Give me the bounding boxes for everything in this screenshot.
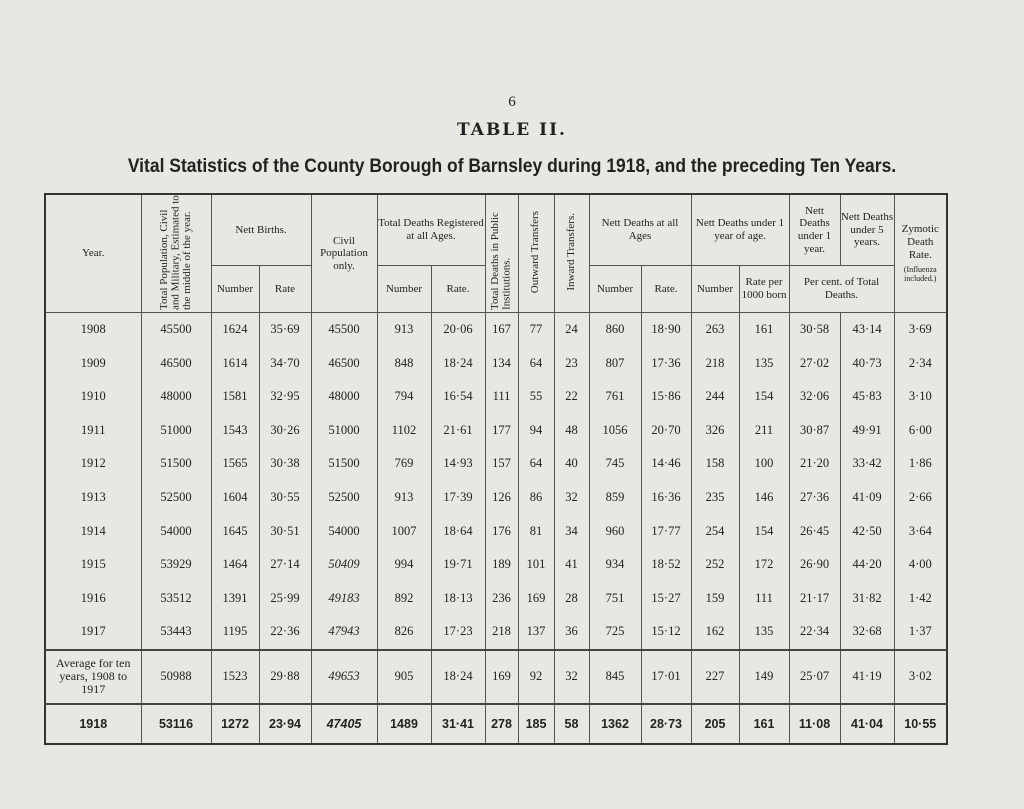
cell-civil: 45500 [311, 313, 377, 347]
cell-outward: 101 [518, 548, 554, 582]
cell-inward: 48 [554, 414, 589, 448]
page-number: 6 [508, 94, 516, 110]
cell-year: 1909 [45, 347, 141, 381]
cell-year: 1912 [45, 447, 141, 481]
cell-pc1: 21·17 [789, 581, 840, 615]
cell-nett-rate: 18·52 [641, 548, 691, 582]
table-row [45, 548, 947, 582]
cell-pc5: 33·42 [840, 447, 894, 481]
header-deaths-rate: Rate. [431, 266, 485, 313]
cell-nett-num: 845 [589, 650, 641, 705]
cell-inf-rate: 161 [739, 704, 789, 744]
cell-nett-num: 751 [589, 581, 641, 615]
cell-inf-num: 205 [691, 704, 739, 744]
cell-nett-rate: 15·12 [641, 615, 691, 650]
cell-births-rate: 32·95 [259, 380, 311, 414]
cell-civil: 47405 [311, 704, 377, 744]
header-deaths-public-institutions: Total Deaths in Public Institutions. [485, 194, 518, 313]
cell-year: 1918 [45, 704, 141, 744]
cell-nett-num: 761 [589, 380, 641, 414]
cell-public: 218 [485, 615, 518, 650]
header-births-number: Number [211, 266, 259, 313]
cell-year: 1911 [45, 414, 141, 448]
cell-zym: 10·55 [894, 704, 947, 744]
cell-nett-rate: 28·73 [641, 704, 691, 744]
cell-public: 189 [485, 548, 518, 582]
page-title: Vital Statistics of the County Borough of Barnsley during 1918, and the preceding Ten Years. [127, 156, 897, 177]
cell-year: 1914 [45, 514, 141, 548]
cell-year: 1908 [45, 313, 141, 347]
header-outward-transfers: Outward Transfers [518, 194, 554, 313]
cell-pop: 52500 [141, 481, 211, 515]
cell-nett-num: 960 [589, 514, 641, 548]
cell-zym: 1·42 [894, 581, 947, 615]
cell-pop: 48000 [141, 380, 211, 414]
cell-deaths-num: 905 [377, 650, 431, 705]
cell-zym: 1·86 [894, 447, 947, 481]
cell-inward: 23 [554, 347, 589, 381]
cell-inf-rate: 149 [739, 650, 789, 705]
cell-deaths-rate: 18·24 [431, 347, 485, 381]
cell-deaths-rate: 18·24 [431, 650, 485, 705]
cell-pop: 53929 [141, 548, 211, 582]
cell-zym: 3·02 [894, 650, 947, 705]
cell-nett-rate: 17·77 [641, 514, 691, 548]
cell-inf-rate: 172 [739, 548, 789, 582]
cell-deaths-num: 1007 [377, 514, 431, 548]
cell-label: Average for ten years, 1908 to 1917 [45, 650, 141, 705]
cell-nett-num: 725 [589, 615, 641, 650]
cell-nett-rate: 14·46 [641, 447, 691, 481]
cell-births-rate: 30·38 [259, 447, 311, 481]
table-row [45, 414, 947, 448]
cell-deaths-rate: 14·93 [431, 447, 485, 481]
cell-inf-num: 159 [691, 581, 739, 615]
cell-inf-num: 227 [691, 650, 739, 705]
cell-births-num: 1581 [211, 380, 259, 414]
cell-births-rate: 30·26 [259, 414, 311, 448]
cell-nett-num: 934 [589, 548, 641, 582]
cell-pc1: 32·06 [789, 380, 840, 414]
vital-statistics-table [44, 193, 948, 745]
header-infant-number: Number [691, 266, 739, 313]
cell-births-num: 1391 [211, 581, 259, 615]
cell-outward: 64 [518, 447, 554, 481]
table-row [45, 380, 947, 414]
cell-inf-rate: 154 [739, 514, 789, 548]
cell-deaths-rate: 21·61 [431, 414, 485, 448]
cell-inward: 40 [554, 447, 589, 481]
cell-pc1: 11·08 [789, 704, 840, 744]
cell-deaths-rate: 20·06 [431, 313, 485, 347]
cell-year: 1915 [45, 548, 141, 582]
cell-inward: 36 [554, 615, 589, 650]
cell-pop: 54000 [141, 514, 211, 548]
cell-public: 111 [485, 380, 518, 414]
cell-deaths-num: 913 [377, 313, 431, 347]
cell-nett-num: 1362 [589, 704, 641, 744]
table-body [45, 313, 947, 745]
cell-births-num: 1523 [211, 650, 259, 705]
cell-inward: 41 [554, 548, 589, 582]
header-zymotic-note: (Influenza included.) [903, 265, 937, 284]
cell-nett-rate: 15·86 [641, 380, 691, 414]
cell-inf-rate: 161 [739, 313, 789, 347]
cell-nett-num: 860 [589, 313, 641, 347]
cell-pc1: 30·87 [789, 414, 840, 448]
cell-births-rate: 30·55 [259, 481, 311, 515]
cell-zym: 2·34 [894, 347, 947, 381]
cell-deaths-rate: 19·71 [431, 548, 485, 582]
header-births-rate: Rate [259, 266, 311, 313]
cell-outward: 169 [518, 581, 554, 615]
cell-nett-rate: 18·90 [641, 313, 691, 347]
cell-outward: 92 [518, 650, 554, 705]
table-row [45, 581, 947, 615]
table-row [45, 650, 947, 705]
cell-births-num: 1195 [211, 615, 259, 650]
table-row [45, 347, 947, 381]
cell-public: 169 [485, 650, 518, 705]
cell-public: 236 [485, 581, 518, 615]
cell-deaths-num: 769 [377, 447, 431, 481]
cell-year: 1913 [45, 481, 141, 515]
cell-pc1: 27·02 [789, 347, 840, 381]
cell-deaths-num: 913 [377, 481, 431, 515]
cell-civil: 46500 [311, 347, 377, 381]
table-row [45, 615, 947, 650]
cell-civil: 49183 [311, 581, 377, 615]
cell-nett-num: 807 [589, 347, 641, 381]
cell-deaths-num: 994 [377, 548, 431, 582]
header-nett-births: Nett Births. [211, 194, 311, 266]
cell-births-num: 1624 [211, 313, 259, 347]
cell-zym: 2·66 [894, 481, 947, 515]
header-nett-rate: Rate. [641, 266, 691, 313]
header-total-deaths: Total Deaths Registered at all Ages. [377, 194, 485, 266]
cell-pop: 45500 [141, 313, 211, 347]
cell-pc5: 49·91 [840, 414, 894, 448]
header-zymotic: Zymotic Death Rate. (Influenza included.) [894, 194, 947, 313]
cell-pc5: 42·50 [840, 514, 894, 548]
cell-births-rate: 25·99 [259, 581, 311, 615]
cell-births-rate: 22·36 [259, 615, 311, 650]
cell-deaths-rate: 18·64 [431, 514, 485, 548]
cell-zym: 3·69 [894, 313, 947, 347]
cell-civil: 48000 [311, 380, 377, 414]
cell-births-rate: 23·94 [259, 704, 311, 744]
cell-civil: 51000 [311, 414, 377, 448]
table-row [45, 447, 947, 481]
cell-civil: 52500 [311, 481, 377, 515]
cell-inward: 32 [554, 481, 589, 515]
cell-inf-num: 244 [691, 380, 739, 414]
cell-inf-rate: 154 [739, 380, 789, 414]
cell-inf-rate: 135 [739, 615, 789, 650]
cell-inf-rate: 100 [739, 447, 789, 481]
header-nett-deaths-all-ages: Nett Deaths at all Ages [589, 194, 691, 266]
header-infant-rate: Rate per 1000 born [739, 266, 789, 313]
cell-deaths-rate: 16·54 [431, 380, 485, 414]
cell-pop: 46500 [141, 347, 211, 381]
cell-public: 134 [485, 347, 518, 381]
cell-pc1: 22·34 [789, 615, 840, 650]
cell-outward: 94 [518, 414, 554, 448]
cell-zym: 4·00 [894, 548, 947, 582]
cell-pc1: 25·07 [789, 650, 840, 705]
cell-outward: 64 [518, 347, 554, 381]
cell-nett-num: 745 [589, 447, 641, 481]
header-year: Year. [45, 194, 141, 313]
table-row [45, 704, 947, 744]
cell-civil: 50409 [311, 548, 377, 582]
cell-births-rate: 35·69 [259, 313, 311, 347]
cell-pc5: 41·09 [840, 481, 894, 515]
cell-inward: 22 [554, 380, 589, 414]
cell-inward: 24 [554, 313, 589, 347]
cell-inward: 34 [554, 514, 589, 548]
cell-pop: 53443 [141, 615, 211, 650]
cell-inward: 58 [554, 704, 589, 744]
cell-pc1: 26·90 [789, 548, 840, 582]
cell-year: 1916 [45, 581, 141, 615]
header-inward-transfers: Inward Transfers. [554, 194, 589, 313]
header-nett-deaths-under-1-year: Nett Deaths under 1 year. [789, 194, 840, 266]
cell-outward: 77 [518, 313, 554, 347]
header-nett-deaths-under-1: Nett Deaths under 1 year of age. [691, 194, 789, 266]
cell-births-num: 1272 [211, 704, 259, 744]
cell-inf-num: 235 [691, 481, 739, 515]
cell-inf-rate: 111 [739, 581, 789, 615]
cell-public: 177 [485, 414, 518, 448]
cell-nett-rate: 20·70 [641, 414, 691, 448]
cell-pc5: 44·20 [840, 548, 894, 582]
cell-deaths-rate: 31·41 [431, 704, 485, 744]
cell-nett-num: 1056 [589, 414, 641, 448]
cell-inf-num: 326 [691, 414, 739, 448]
cell-pop: 51000 [141, 414, 211, 448]
cell-pc5: 43·14 [840, 313, 894, 347]
cell-zym: 3·10 [894, 380, 947, 414]
cell-births-num: 1464 [211, 548, 259, 582]
cell-pc1: 27·36 [789, 481, 840, 515]
cell-public: 278 [485, 704, 518, 744]
header-per-cent: Per cent. of Total Deaths. [789, 266, 894, 313]
table-row [45, 313, 947, 347]
cell-zym: 6·00 [894, 414, 947, 448]
cell-nett-rate: 16·36 [641, 481, 691, 515]
cell-pc1: 30·58 [789, 313, 840, 347]
cell-pop: 50988 [141, 650, 211, 705]
cell-civil: 51500 [311, 447, 377, 481]
cell-outward: 81 [518, 514, 554, 548]
cell-nett-num: 859 [589, 481, 641, 515]
cell-deaths-num: 1102 [377, 414, 431, 448]
cell-inf-num: 158 [691, 447, 739, 481]
header-nett-deaths-under-5: Nett Deaths under 5 years. [840, 194, 894, 266]
cell-deaths-rate: 17·23 [431, 615, 485, 650]
cell-births-num: 1543 [211, 414, 259, 448]
cell-inf-num: 162 [691, 615, 739, 650]
cell-deaths-num: 848 [377, 347, 431, 381]
cell-births-num: 1565 [211, 447, 259, 481]
cell-outward: 137 [518, 615, 554, 650]
cell-year: 1917 [45, 615, 141, 650]
cell-births-rate: 27·14 [259, 548, 311, 582]
cell-inward: 28 [554, 581, 589, 615]
cell-pc5: 40·73 [840, 347, 894, 381]
cell-public: 167 [485, 313, 518, 347]
cell-inf-rate: 211 [739, 414, 789, 448]
cell-civil: 49653 [311, 650, 377, 705]
cell-pop: 51500 [141, 447, 211, 481]
header-civil-population: Civil Population only. [311, 194, 377, 313]
cell-public: 126 [485, 481, 518, 515]
cell-births-rate: 29·88 [259, 650, 311, 705]
cell-deaths-num: 1489 [377, 704, 431, 744]
cell-pc5: 31·82 [840, 581, 894, 615]
cell-inf-num: 254 [691, 514, 739, 548]
cell-civil: 54000 [311, 514, 377, 548]
cell-pc5: 32·68 [840, 615, 894, 650]
cell-year: 1910 [45, 380, 141, 414]
cell-pc5: 41·04 [840, 704, 894, 744]
cell-nett-rate: 17·36 [641, 347, 691, 381]
cell-pc5: 45·83 [840, 380, 894, 414]
cell-outward: 86 [518, 481, 554, 515]
cell-deaths-num: 794 [377, 380, 431, 414]
cell-inf-num: 218 [691, 347, 739, 381]
cell-pc1: 21·20 [789, 447, 840, 481]
cell-nett-rate: 17·01 [641, 650, 691, 705]
cell-pc5: 41·19 [840, 650, 894, 705]
cell-deaths-rate: 17·39 [431, 481, 485, 515]
cell-public: 176 [485, 514, 518, 548]
cell-pc1: 26·45 [789, 514, 840, 548]
cell-inf-rate: 146 [739, 481, 789, 515]
cell-nett-rate: 15·27 [641, 581, 691, 615]
header-deaths-number: Number [377, 266, 431, 313]
cell-inf-num: 263 [691, 313, 739, 347]
header-nett-number: Number [589, 266, 641, 313]
cell-zym: 3·64 [894, 514, 947, 548]
cell-births-num: 1604 [211, 481, 259, 515]
cell-zym: 1·37 [894, 615, 947, 650]
table-row [45, 514, 947, 548]
cell-inf-rate: 135 [739, 347, 789, 381]
cell-deaths-rate: 18·13 [431, 581, 485, 615]
cell-pop: 53116 [141, 704, 211, 744]
cell-outward: 55 [518, 380, 554, 414]
cell-births-rate: 30·51 [259, 514, 311, 548]
header-total-population: Total Population, Civil and Military, Estimated to the middle of the year. [141, 194, 211, 313]
cell-inf-num: 252 [691, 548, 739, 582]
cell-civil: 47943 [311, 615, 377, 650]
cell-births-num: 1645 [211, 514, 259, 548]
cell-deaths-num: 892 [377, 581, 431, 615]
cell-births-rate: 34·70 [259, 347, 311, 381]
cell-births-num: 1614 [211, 347, 259, 381]
cell-outward: 185 [518, 704, 554, 744]
table-row [45, 481, 947, 515]
cell-inward: 32 [554, 650, 589, 705]
cell-pop: 53512 [141, 581, 211, 615]
table-heading: TABLE II. [457, 120, 567, 140]
cell-public: 157 [485, 447, 518, 481]
cell-deaths-num: 826 [377, 615, 431, 650]
